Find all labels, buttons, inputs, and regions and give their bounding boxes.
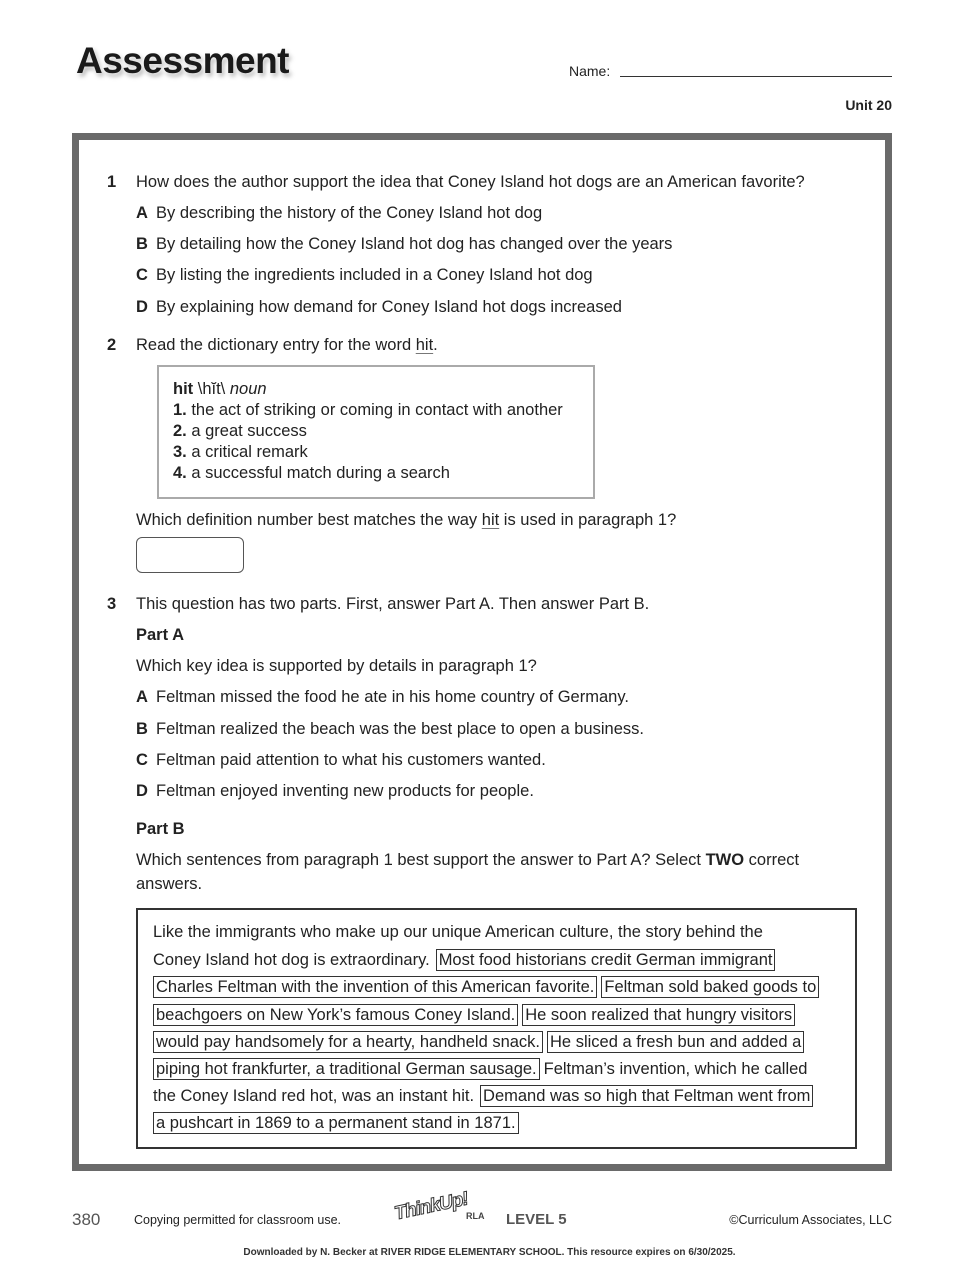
part-b-text (136, 850, 799, 870)
copyright: ©Curriculum Associates, LLC (729, 1213, 892, 1227)
definition (173, 463, 563, 484)
passage-line (153, 1085, 817, 1107)
def-number: 2. (173, 422, 187, 440)
copy-notice: Copying permitted for classroom use. (134, 1213, 342, 1227)
def-text: a critical remark (186, 443, 308, 461)
selectable-sentence[interactable]: piping hot frankfurter, a traditional German sausage. (153, 1058, 540, 1080)
thinkup-logo: ThinkUp! (392, 1188, 470, 1225)
passage-line (153, 1058, 813, 1080)
option-text: Feltman realized the beach was the best place to open a business. (156, 720, 644, 738)
q3-option-c[interactable] (136, 750, 546, 770)
selectable-sentence[interactable]: He soon realized that hungry visitors (522, 1004, 795, 1026)
q3-option-d[interactable] (136, 781, 534, 801)
part-of-speech: noun (229, 380, 267, 398)
def-number: 3. (173, 443, 187, 461)
option-letter: B (136, 720, 148, 738)
passage-line (153, 1004, 799, 1026)
logo-subtitle: RLA (466, 1211, 485, 1221)
text: . (433, 336, 438, 354)
level-label: LEVEL 5 (506, 1211, 567, 1228)
option-letter: C (136, 751, 148, 769)
option-text: Feltman missed the food he ate in his home country of Germany. (156, 688, 629, 706)
def-number: 4. (173, 464, 187, 482)
text: Which definition number best matches the way (136, 511, 482, 529)
selectable-sentence[interactable]: would pay handsomely for a hearty, handheld snack. (153, 1031, 543, 1053)
option-letter: A (136, 688, 148, 706)
option-letter: B (136, 235, 148, 253)
headword: hit (173, 380, 194, 398)
selectable-sentence[interactable]: Feltman sold baked goods to (601, 976, 819, 998)
option-letter: A (136, 204, 148, 222)
option-text: By listing the ingredients included in a Coney Island hot dog (156, 266, 593, 284)
text: Read the dictionary entry for the word (136, 336, 416, 354)
page-title: Assessment (76, 40, 290, 81)
definition (173, 421, 563, 442)
passage-box (136, 908, 857, 1149)
passage-text: Feltman’s invention, which he called (543, 1060, 808, 1078)
option-letter: C (136, 266, 148, 284)
option-letter: D (136, 298, 148, 316)
dictionary-entry-box (157, 365, 595, 499)
def-text: the act of striking or coming in contact with another (186, 401, 563, 419)
text: Which sentences from paragraph 1 best support the answer to Part A? Select (136, 851, 706, 869)
passage-line (153, 922, 769, 944)
definition (173, 400, 563, 421)
name-field[interactable] (620, 76, 892, 77)
q3-text: This question has two parts. First, answer Part A. Then answer Part B. (136, 595, 650, 613)
def-number: 1. (173, 401, 187, 419)
text: is used in paragraph 1? (499, 511, 677, 529)
selectable-sentence[interactable]: Charles Feltman with the invention of this American favorite. (153, 976, 597, 998)
passage-line (153, 1031, 808, 1053)
option-text: By detailing how the Coney Island hot dog has changed over the years (156, 235, 673, 253)
definition (173, 442, 563, 463)
q2-prompt (136, 510, 676, 530)
passage-text: Coney Island hot dog is extraordinary. (153, 951, 430, 970)
dictionary-entry (173, 379, 563, 484)
selectable-sentence[interactable]: beachgoers on New York’s famous Coney Island. (153, 1004, 518, 1026)
passage-text: the Coney Island red hot, was an instant hit. (153, 1087, 475, 1106)
passage-text: Like the immigrants who make up our unique American culture, the story behind the (153, 923, 763, 941)
q1-number (107, 172, 116, 192)
q1-text: How does the author support the idea that Coney Island hot dogs are an American favorite? (136, 173, 805, 191)
part-b-label: Part B (136, 820, 185, 838)
q1-option-c[interactable] (136, 265, 593, 285)
selectable-sentence[interactable]: He sliced a fresh bun and added a (547, 1031, 804, 1053)
q1-option-a[interactable] (136, 203, 542, 223)
page-number: 380 (72, 1210, 101, 1229)
option-text: Feltman paid attention to what his customers wanted. (156, 751, 546, 769)
target-word: hit (415, 336, 434, 354)
q3-option-b[interactable] (136, 719, 644, 739)
option-letter: D (136, 782, 148, 800)
passage-line (153, 1112, 523, 1134)
def-text: a great success (186, 422, 307, 440)
target-word: hit (481, 511, 500, 529)
q2-number: 2 (107, 336, 117, 354)
selectable-sentence[interactable]: Most food historians credit German immigrant (436, 949, 776, 971)
emphasis: TWO (705, 851, 745, 869)
part-a-label: Part A (136, 626, 184, 644)
q1-option-b[interactable] (136, 234, 672, 254)
download-notice: Downloaded by N. Becker at RIVER RIDGE ELEMENTARY SCHOOL. This resource expires on 6/30/2025. (243, 1247, 736, 1258)
passage-line (153, 976, 823, 998)
q1-option-d[interactable] (136, 297, 622, 317)
option-text: By explaining how demand for Coney Island hot dogs increased (156, 298, 622, 316)
part-b-text-line2: answers. (136, 875, 203, 893)
question-number: 1 (107, 173, 117, 191)
pronunciation: \hĭt\ (193, 380, 230, 398)
selectable-sentence[interactable]: Demand was so high that Feltman went from (480, 1085, 813, 1107)
q3-option-a[interactable] (136, 687, 629, 707)
passage-line (153, 949, 779, 971)
def-text: a successful match during a search (186, 464, 450, 482)
unit-label: Unit 20 (845, 97, 892, 113)
q2-text (136, 335, 438, 355)
name-label: Name: (569, 63, 611, 79)
definition-answer-input[interactable] (136, 537, 244, 573)
q3-number: 3 (107, 595, 117, 613)
text: correct (744, 851, 800, 869)
option-text: By describing the history of the Coney Island hot dog (156, 204, 543, 222)
selectable-sentence[interactable]: a pushcart in 1869 to a permanent stand in 1871. (153, 1112, 519, 1134)
part-a-text: Which key idea is supported by details in paragraph 1? (136, 657, 537, 675)
option-text: Feltman enjoyed inventing new products for people. (156, 782, 534, 800)
